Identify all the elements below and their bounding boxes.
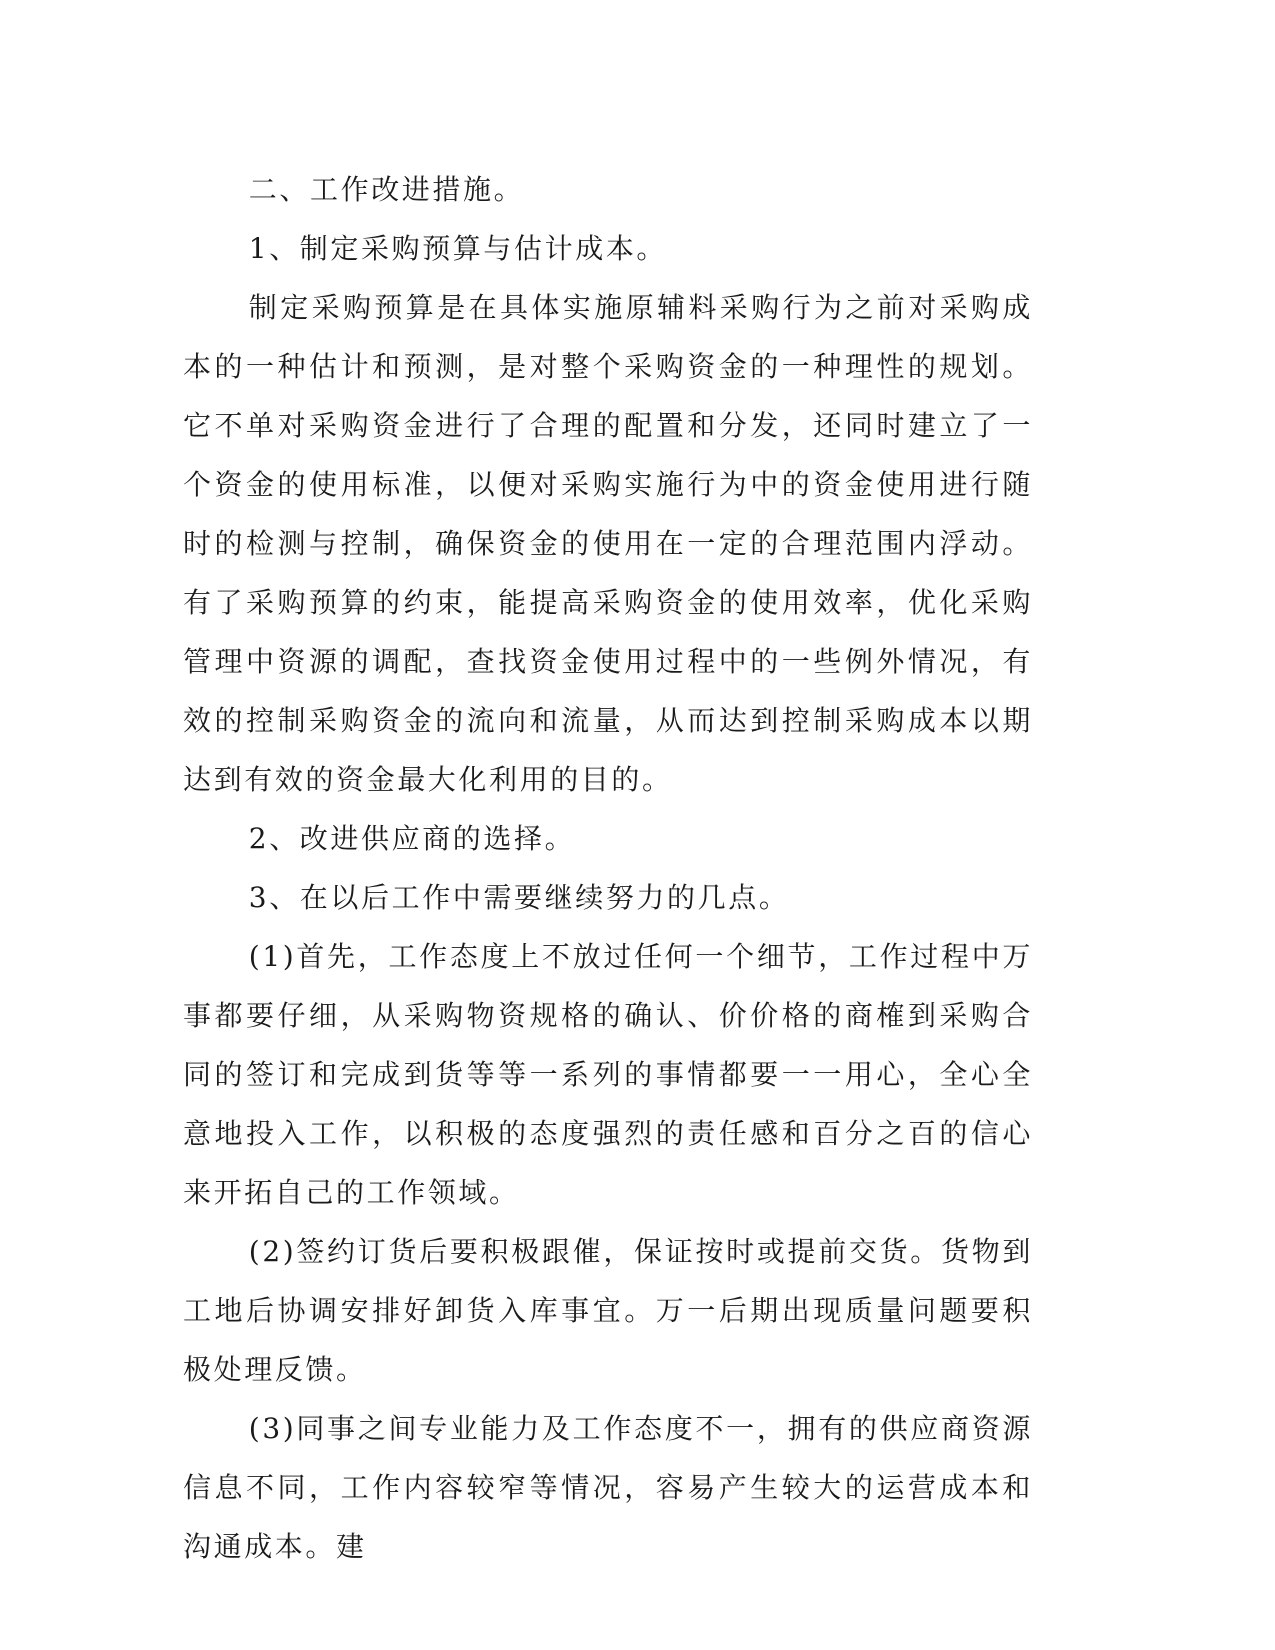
paragraph-purchase-budget: 制定采购预算是在具体实施原辅料采购行为之前对采购成本的一种估计和预测，是对整个采购资金的一种理性的规划。它不单对采购资金进行了合理的配置和分发，还同时建立了一个资金的使用标准，以便对采购实施行为中的资金使用进行随时的检测与控制，确保资金的使用在一定的合理范围内浮动。有了采购预算的约束，能提高采购资金的使用效率，优化采购管理中资源的调配，查找资金使用过程中的一些例外情况，有效的控制采购资金的流向和流量，从而达到控制采购成本以期达到有效的资金最大化利用的目的。: [183, 291, 1033, 796]
paragraph-point-2: (2)签约订货后要积极跟催，保证按时或提前交货。货物到工地后协调安排好卸货入库事宜。万一后期出现质量问题要积极处理反馈。: [183, 1235, 1033, 1386]
paragraph-point-3: (3)同事之间专业能力及工作态度不一，拥有的供应商资源信息不同，工作内容较窄等情况，容易产生较大的运营成本和沟通成本。建: [183, 1412, 1033, 1563]
subheading-supplier-selection: 2、改进供应商的选择。: [248, 822, 576, 855]
subheading-purchase-budget: 1、制定采购预算与估计成本。: [248, 232, 668, 265]
section-heading-improvement-measures: 二、工作改进措施。: [248, 173, 525, 206]
document-body: [183, 160, 1033, 1576]
paragraph-point-1: (1)首先，工作态度上不放过任何一个细节，工作过程中万事都要仔细，从采购物资规格的确认、价价格的商榷到采购合同的签订和完成到货等等一系列的事情都要一一用心，全心全意地投入工作，以积极的态度强烈的责任感和百分之百的信心来开拓自己的工作领域。: [183, 940, 1033, 1209]
subheading-future-efforts: 3、在以后工作中需要继续努力的几点。: [248, 881, 790, 914]
